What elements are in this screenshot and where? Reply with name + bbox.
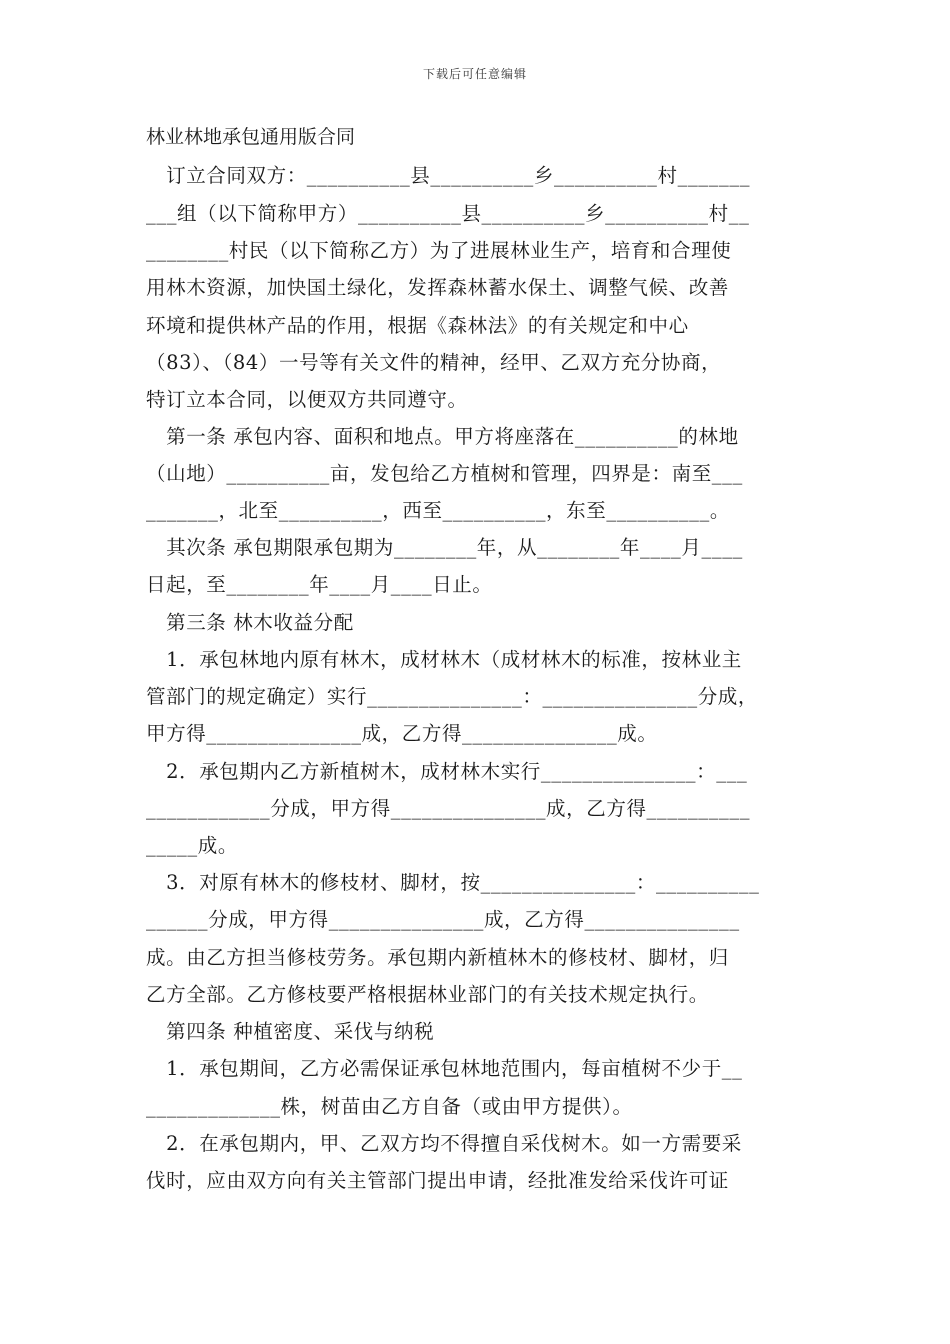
body-line: 1．承包林地内原有林木，成材林木（成材林木的标准，按林业主 xyxy=(146,648,742,671)
body-line: ___组（以下简称甲方）__________县__________乡__________村__ xyxy=(146,202,750,225)
body-line: 2．在承包期内，甲、乙双方均不得擅自采伐树木。如一方需要采 xyxy=(146,1132,742,1155)
body-line: 其次条 承包期限承包期为________年，从________年____月____ xyxy=(146,536,743,559)
body-line: 乙方全部。乙方修枝要严格根据林业部门的有关技术规定执行。 xyxy=(146,983,709,1006)
body-line: _____________株，树苗由乙方自备（或由甲方提供）。 xyxy=(146,1095,633,1118)
body-line: 管部门的规定确定）实行_______________：_______________分成， xyxy=(146,685,758,708)
section-heading: 第四条 种植密度、采伐与纳税 xyxy=(146,1020,435,1043)
body-line: ____________分成，甲方得_______________成，乙方得__________ xyxy=(146,797,751,820)
body-line: ________村民（以下简称乙方）为了进展林业生产，培育和合理使 xyxy=(146,239,732,262)
body-line: （83）、（84）一号等有关文件的精神，经甲、乙双方充分协商， xyxy=(146,351,722,374)
section-heading: 第三条 林木收益分配 xyxy=(146,611,354,634)
body-line: （山地）__________亩，发包给乙方植树和管理，四界是：南至___ xyxy=(146,462,743,485)
page-header-note: 下载后可任意编辑 xyxy=(422,67,527,81)
body-line: 1．承包期间，乙方必需保证承包林地范围内，每亩植树不少于__ xyxy=(146,1057,743,1080)
body-line: 环境和提供林产品的作用，根据《森林法》的有关规定和中心 xyxy=(146,314,689,337)
body-line: _______，北至__________，西至__________，东至__________。 xyxy=(146,499,730,522)
body-line: 2．承包期内乙方新植树木，成材林木实行_______________：___ xyxy=(146,760,748,783)
body-line: _____成。 xyxy=(146,834,238,857)
document-title: 林业林地承包通用版合同 xyxy=(146,126,356,148)
body-line: 甲方得_______________成，乙方得_______________成。 xyxy=(146,722,658,745)
body-line: 成。由乙方担当修枝劳务。承包期内新植林木的修枝材、脚材，归 xyxy=(146,946,729,969)
body-line: 3．对原有林木的修枝材、脚材，按_______________：__________ xyxy=(146,871,760,894)
body-line: ______分成，甲方得_______________成，乙方得_______________ xyxy=(146,908,740,931)
body-line: 第一条 承包内容、面积和地点。甲方将座落在__________的林地 xyxy=(146,425,739,448)
body-line: 日起，至________年____月____日止。 xyxy=(146,573,493,596)
body-line: 用林木资源，加快国土绿化，发挥森林蓄水保土、调整气候、改善 xyxy=(146,276,729,299)
body-line: 伐时，应由双方向有关主管部门提出申请，经批准发给采伐许可证 xyxy=(146,1169,729,1192)
body-line: 订立合同双方：__________县__________乡__________村_______ xyxy=(146,164,751,187)
body-line: 特订立本合同，以便双方共同遵守。 xyxy=(146,388,468,411)
